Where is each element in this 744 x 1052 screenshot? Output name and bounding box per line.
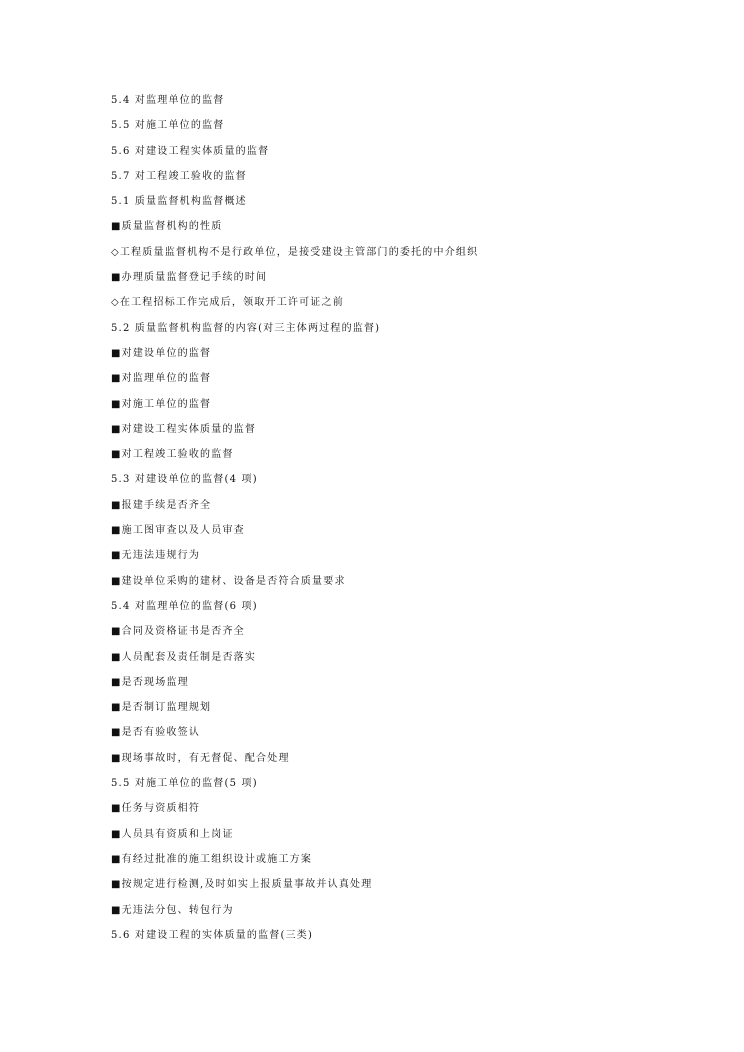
bullet-item: ■人员配套及责任制是否落实: [111, 651, 257, 663]
section-heading: 5.5 对施工单位的监督: [111, 120, 225, 132]
section-heading: 5.1 质量监督机构监督概述: [111, 196, 247, 208]
bullet-item: ■无违法违规行为: [111, 550, 201, 562]
bullet-item: ■施工图审查以及人员审查: [111, 525, 245, 537]
bullet-item: ■任务与资质相符: [111, 803, 201, 815]
bullet-item: ■按规定进行检测,及时如实上报质量事故并认真处理: [111, 879, 373, 891]
bullet-item: ■是否有验收签认: [111, 727, 201, 739]
section-heading: 5.2 质量监督机构监督的内容(对三主体两过程的监督): [111, 322, 381, 334]
section-heading: 5.6 对建设工程的实体质量的监督(三类): [111, 929, 314, 941]
bullet-item: ■合同及资格证书是否齐全: [111, 626, 245, 638]
bullet-item: ■质量监督机构的性质: [111, 221, 223, 233]
section-heading: 5.4 对监理单位的监督(6 项): [111, 600, 258, 612]
section-heading: 5.3 对建设单位的监督(4 项): [111, 474, 258, 486]
bullet-item: ■对建设工程实体质量的监督: [111, 423, 257, 435]
bullet-item: ■对监理单位的监督: [111, 373, 212, 385]
bullet-item: ■有经过批准的施工组织设计或施工方案: [111, 853, 313, 865]
bullet-item: ■是否现场监理: [111, 676, 189, 688]
bullet-item: ■现场事故时，有无督促、配合处理: [111, 752, 290, 764]
diamond-item: ◇在工程招标工作完成后，领取开工许可证之前: [111, 297, 344, 309]
bullet-item: ■是否制订监理规划: [111, 702, 212, 714]
bullet-item: ■办理质量监督登记手续的时间: [111, 272, 268, 284]
bullet-item: ■对建设单位的监督: [111, 347, 212, 359]
bullet-item: ■报建手续是否齐全: [111, 499, 212, 511]
section-heading: 5.7 对工程竣工验收的监督: [111, 170, 247, 182]
bullet-item: ■对工程竣工验收的监督: [111, 449, 234, 461]
bullet-item: ■建设单位采购的建材、设备是否符合质量要求: [111, 575, 346, 587]
bullet-item: ■人员具有资质和上岗证: [111, 828, 234, 840]
document-body: [111, 93, 711, 953]
section-heading: 5.5 对施工单位的监督(5 项): [111, 778, 258, 790]
bullet-item: ■无违法分包、转包行为: [111, 904, 234, 916]
section-heading: 5.4 对监理单位的监督: [111, 95, 225, 106]
diamond-item: ◇工程质量监督机构不是行政单位，是接受建设主管部门的委托的中介组织: [111, 246, 479, 258]
bullet-item: ■对施工单位的监督: [111, 398, 212, 410]
section-heading: 5.6 对建设工程实体质量的监督: [111, 145, 270, 157]
